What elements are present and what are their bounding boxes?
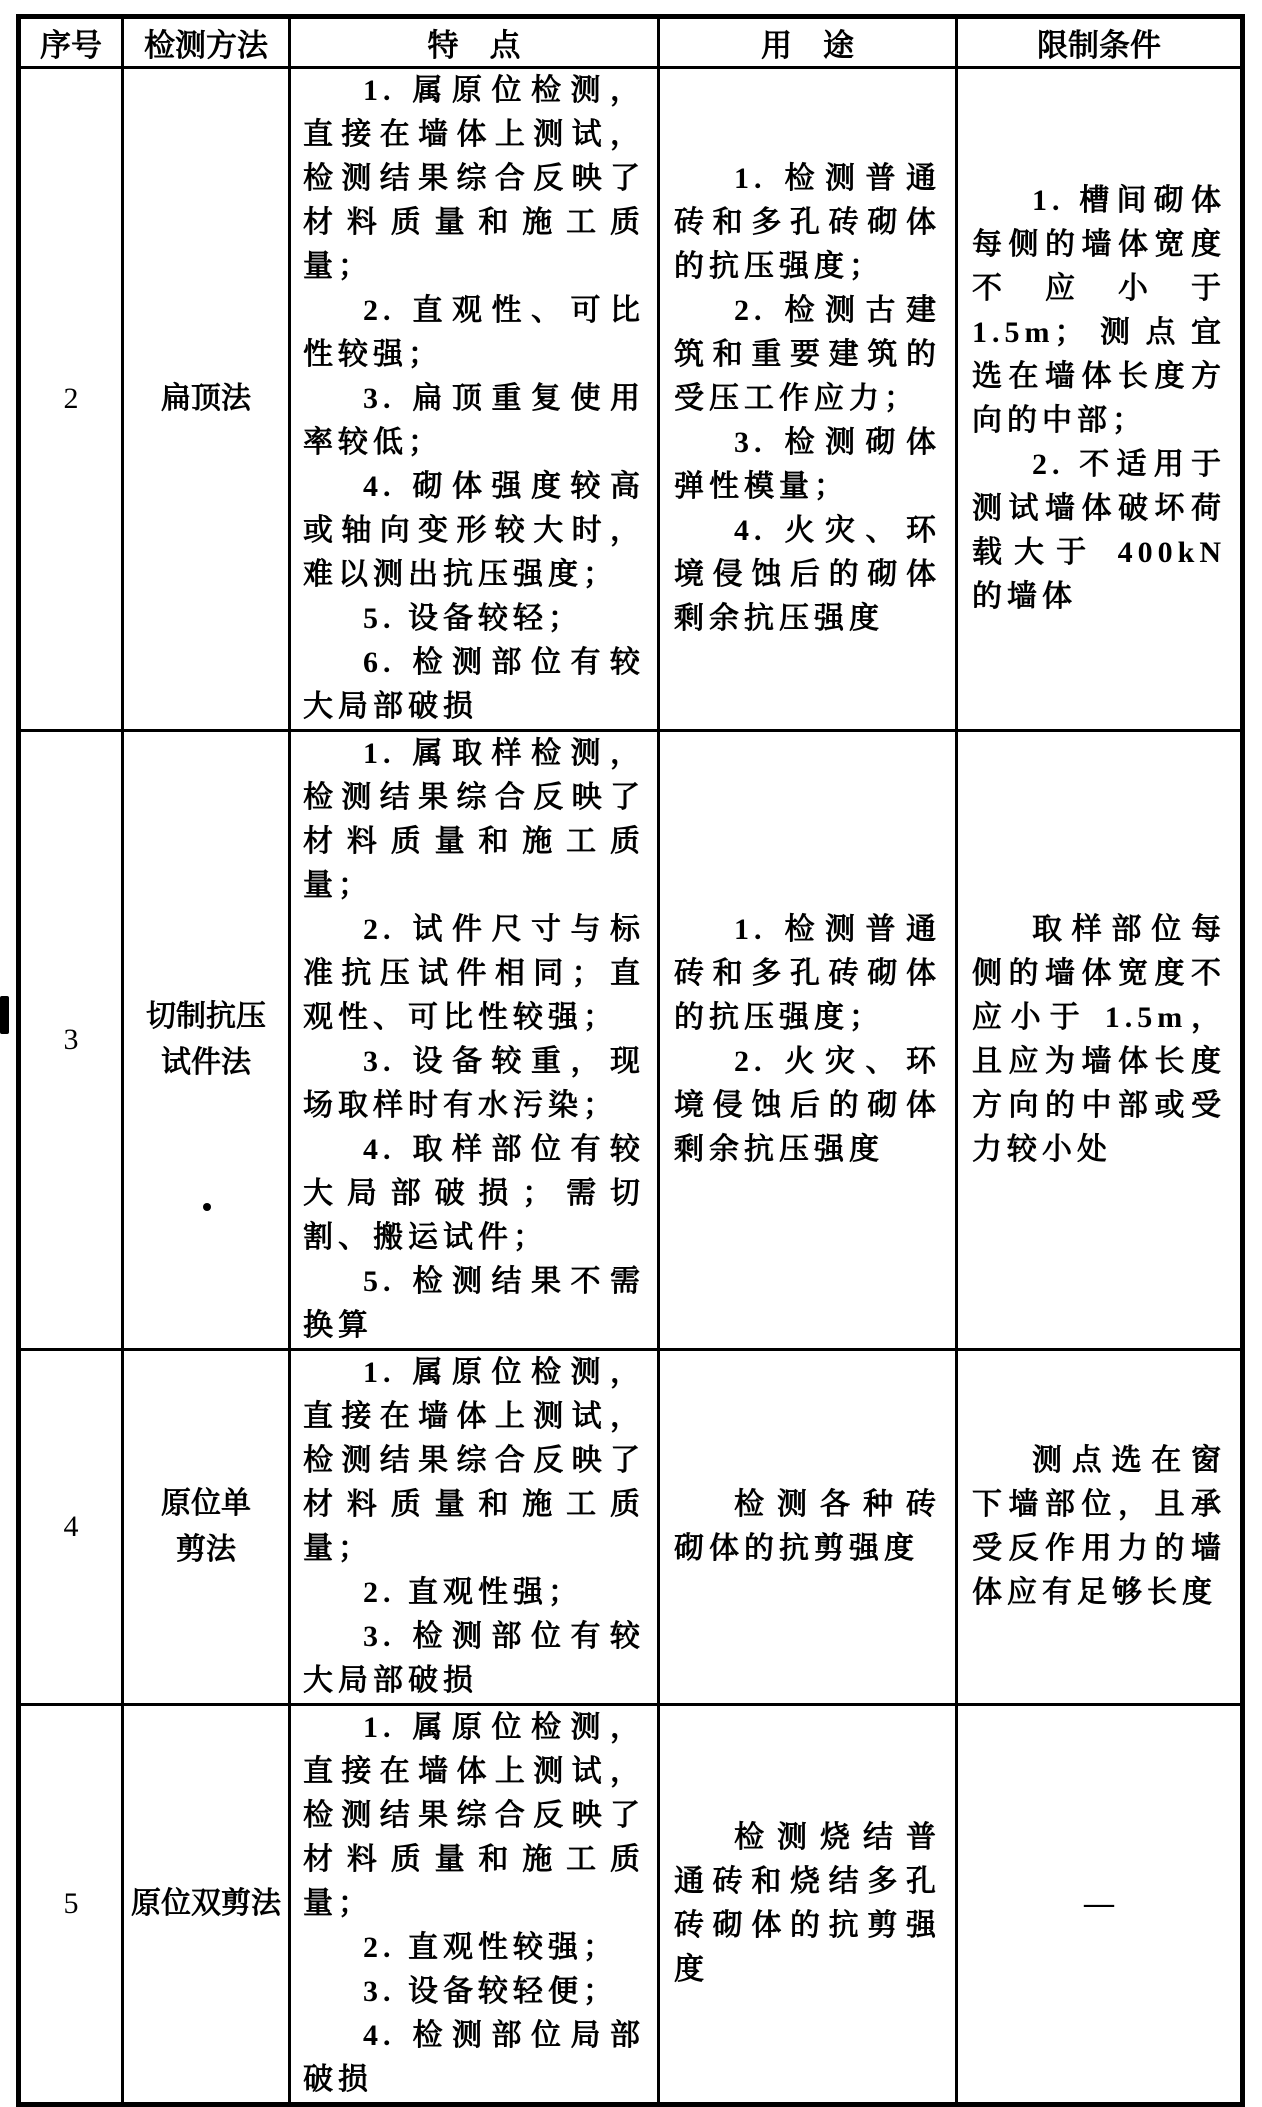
limit-item: 1. 槽间砌体每侧的墙体宽度不应小于 1.5m；测点宜选在墙体长度方向的中部； — [972, 184, 1226, 437]
feature-item: 3. 扁顶重复使用率较低； — [303, 382, 645, 459]
feature-item: 4. 取样部位有较大局部破损；需切割、搬运试件； — [303, 1133, 645, 1254]
limits-cell — [957, 68, 1243, 731]
feature-item: 2. 试件尺寸与标准抗压试件相同；直观性、可比性较强； — [303, 913, 645, 1034]
feature-item: 2. 直观性较强； — [363, 1931, 618, 1964]
feature-item: 5. 设备较轻； — [363, 602, 583, 635]
features-cell — [290, 68, 659, 731]
feature-item: 2. 直观性强； — [363, 1576, 583, 1609]
table-row — [19, 68, 1243, 731]
feature-item: 6. 检测部位有较大局部破损 — [303, 646, 645, 723]
feature-item: 5. 检测结果不需换算 — [303, 1265, 645, 1342]
features-cell — [290, 1705, 659, 2105]
use-item: 检测烧结普通砖和烧结多孔砖砌体的抗剪强度 — [674, 1821, 941, 1986]
uses-cell — [659, 731, 957, 1350]
table-header-row — [19, 17, 1243, 68]
uses-cell — [659, 68, 957, 731]
header-cell-features: 特 点 — [290, 17, 659, 68]
method-cell — [123, 1350, 290, 1705]
use-item: 1. 检测普通砖和多孔砖砌体的抗压强度； — [674, 162, 941, 283]
feature-item: 2. 直观性、可比性较强； — [303, 294, 645, 371]
feature-item: 3. 设备较重，现场取样时有水污染； — [303, 1045, 645, 1122]
use-item: 1. 检测普通砖和多孔砖砌体的抗压强度； — [674, 913, 941, 1034]
feature-item: 4. 检测部位局部破损 — [303, 2019, 645, 2096]
use-item: 4. 火灾、环境侵蚀后的砌体剩余抗压强度 — [674, 514, 941, 635]
limit-item: 2. 不适用于测试墙体破坏荷载大于 400kN 的墙体 — [972, 448, 1226, 613]
feature-item: 1. 属取样检测，检测结果综合反映了材料质量和施工质量； — [303, 737, 645, 902]
use-item: 2. 火灾、环境侵蚀后的砌体剩余抗压强度 — [674, 1045, 941, 1166]
header-cell-limits: 限制条件 — [957, 17, 1243, 68]
seq-cell: 5 — [19, 1705, 123, 2105]
method-cell — [123, 1705, 290, 2105]
method-cell — [123, 731, 290, 1350]
method-cell — [123, 68, 290, 731]
feature-item: 3. 设备较轻便； — [363, 1975, 618, 2008]
feature-item: 1. 属原位检测，直接在墙体上测试，检测结果综合反映了材料质量和施工质量； — [303, 1356, 645, 1565]
seq-cell: 4 — [19, 1350, 123, 1705]
limits-cell — [957, 731, 1243, 1350]
header-cell-uses: 用 途 — [659, 17, 957, 68]
method-line: 原位单 — [161, 1487, 251, 1520]
features-cell — [290, 731, 659, 1350]
features-cell — [290, 1350, 659, 1705]
feature-item: 3. 检测部位有较大局部破损 — [303, 1620, 645, 1697]
feature-item: 4. 砌体强度较高或轴向变形较大时，难以测出抗压强度； — [303, 470, 645, 591]
limit-item: 测点选在窗下墙部位，且承受反作用力的墙体应有足够长度 — [972, 1444, 1226, 1609]
feature-item: 1. 属原位检测，直接在墙体上测试，检测结果综合反映了材料质量和施工质量； — [303, 1711, 645, 1920]
uses-cell — [659, 1350, 957, 1705]
use-item: 2. 检测古建筑和重要建筑的受压工作应力； — [674, 294, 941, 415]
limits-cell — [957, 1350, 1243, 1705]
table-row — [19, 1350, 1243, 1705]
use-item: 检测各种砖砌体的抗剪强度 — [674, 1488, 941, 1565]
method-line: 扁顶法 — [161, 382, 251, 415]
feature-item: 1. 属原位检测，直接在墙体上测试，检测结果综合反映了材料质量和施工质量； — [303, 74, 645, 283]
table-row — [19, 1705, 1243, 2105]
scan-speck — [203, 1203, 211, 1211]
limit-item: 取样部位每侧的墙体宽度不应小于 1.5m，且应为墙体长度方向的中部或受力较小处 — [972, 913, 1226, 1166]
testing-methods-table — [16, 14, 1245, 2107]
limits-cell: — — [957, 1705, 1243, 2105]
header-cell-method: 检测方法 — [123, 17, 290, 68]
table-row — [19, 731, 1243, 1350]
use-item: 3. 检测砌体弹性模量； — [674, 426, 941, 503]
method-line: 原位双剪法 — [131, 1887, 281, 1920]
header-cell-no: 序号 — [19, 17, 123, 68]
method-line: 切制抗压 — [146, 1000, 266, 1033]
scan-edge-mark — [0, 996, 9, 1034]
uses-cell — [659, 1705, 957, 2105]
seq-cell: 3 — [19, 731, 123, 1350]
method-line: 剪法 — [176, 1533, 236, 1566]
method-line: 试件法 — [161, 1046, 251, 1079]
seq-cell: 2 — [19, 68, 123, 731]
